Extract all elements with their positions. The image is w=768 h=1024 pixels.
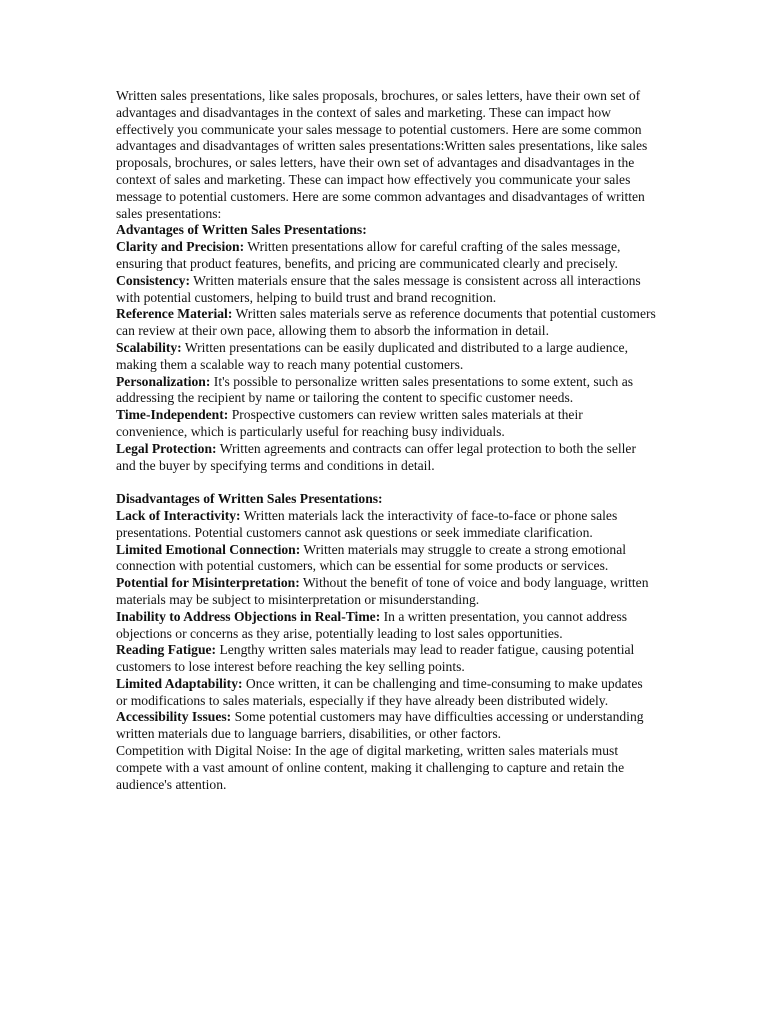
intro-paragraph: Written sales presentations, like sales proposals, brochures, or sales letters, have their own set of advantages and disadvantages in the context of sales and marketing. These can impact how effectively you communicate your sales message to potential customers. Here are some common advantages and disadvantages of written sales presentations:Written sales presentations, like sales proposals, brochures, or sales letters, have their own set of advantages and disadvantages in the context of sales and marketing. These can impact how effectively you communicate your sales message to potential customers. Here are some common advantages and disadvantages of written sales presentations: bbox=[116, 88, 648, 221]
item-text: Written materials lack the interactivity of face-to-face or phone sales presentations. Potential customers cannot ask questions or seek immediate clarification. bbox=[116, 507, 618, 540]
item-text: Some potential customers may have difficulties accessing or understanding written materials due to language barriers, disabilities, or other factors. bbox=[116, 709, 644, 742]
disadvantage-item bbox=[116, 508, 656, 542]
item-term: Time-Independent: bbox=[116, 407, 229, 423]
item-term: Limited Adaptability: bbox=[116, 675, 243, 691]
item-text: Prospective customers can review written sales materials at their convenience, which is particularly useful for reaching busy individuals. bbox=[116, 407, 583, 439]
item-text: Written presentations can be easily duplicated and distributed to a large audience, making them a scalable way to reach many potential customers. bbox=[116, 339, 628, 372]
item-text: Written materials ensure that the sales message is consistent across all interactions with potential customers, helping to build trust and brand recognition. bbox=[116, 272, 641, 305]
closing-paragraph: Competition with Digital Noise: In the age of digital marketing, written sales materials must compete with a vast amount of online content, making it challenging to capture and retain the audience's attention. bbox=[116, 743, 625, 792]
disadvantage-item bbox=[116, 575, 656, 609]
item-text: In a written presentation, you cannot address objections or concerns as they arise, potentially leading to lost sales opportunities. bbox=[116, 608, 628, 641]
item-term: Legal Protection: bbox=[116, 440, 217, 456]
advantage-item bbox=[116, 441, 656, 475]
advantage-item bbox=[116, 407, 656, 441]
disadvantages-heading: Disadvantages of Written Sales Presentations: bbox=[116, 491, 383, 507]
item-term: Limited Emotional Connection: bbox=[116, 541, 301, 557]
item-text: Once written, it can be challenging and time-consuming to make updates or modifications to sales materials, especially if they have already been distributed widely. bbox=[116, 675, 643, 708]
item-text: Without the benefit of tone of voice and body language, written materials may be subject to misinterpretation or misunderstanding. bbox=[116, 575, 649, 607]
item-text: Written sales materials serve as reference documents that potential customers can review at their own pace, allowing them to absorb the information in detail. bbox=[116, 306, 656, 339]
item-term: Accessibility Issues: bbox=[116, 709, 232, 725]
disadvantage-item bbox=[116, 642, 656, 676]
item-term: Inability to Address Objections in Real-Time: bbox=[116, 608, 381, 624]
item-term: Lack of Interactivity: bbox=[116, 507, 241, 523]
item-term: Clarity and Precision: bbox=[116, 239, 245, 255]
advantage-item bbox=[116, 306, 656, 340]
disadvantage-item bbox=[116, 542, 656, 576]
item-term: Reference Material: bbox=[116, 306, 233, 322]
item-text: Written materials may struggle to create a strong emotional connection with potential customers, which can be essential for some products or services. bbox=[116, 541, 627, 574]
advantage-item bbox=[116, 374, 656, 408]
disadvantage-item bbox=[116, 709, 656, 743]
section-spacer bbox=[116, 474, 656, 491]
advantage-item bbox=[116, 340, 656, 374]
document-page bbox=[116, 88, 656, 793]
disadvantage-item bbox=[116, 676, 656, 710]
item-term: Personalization: bbox=[116, 373, 211, 389]
item-text: Written agreements and contracts can offer legal protection to both the seller and the buyer by specifying terms and conditions in detail. bbox=[116, 440, 636, 473]
advantage-item bbox=[116, 273, 656, 307]
item-text: Lengthy written sales materials may lead to reader fatigue, causing potential customers to lose interest before reaching the key selling points. bbox=[116, 642, 635, 675]
item-text: Written presentations allow for careful crafting of the sales message, ensuring that product features, benefits, and pricing are communicated clearly and precisely. bbox=[116, 239, 621, 271]
item-term: Consistency: bbox=[116, 272, 191, 288]
item-term: Reading Fatigue: bbox=[116, 642, 217, 658]
item-term: Potential for Misinterpretation: bbox=[116, 575, 300, 591]
advantages-heading: Advantages of Written Sales Presentations: bbox=[116, 222, 367, 238]
item-term: Scalability: bbox=[116, 339, 182, 355]
disadvantage-item bbox=[116, 609, 656, 643]
item-text: It's possible to personalize written sales presentations to some extent, such as addressing the recipient by name or tailoring the content to specific customer needs. bbox=[116, 373, 634, 406]
advantage-item bbox=[116, 239, 656, 273]
